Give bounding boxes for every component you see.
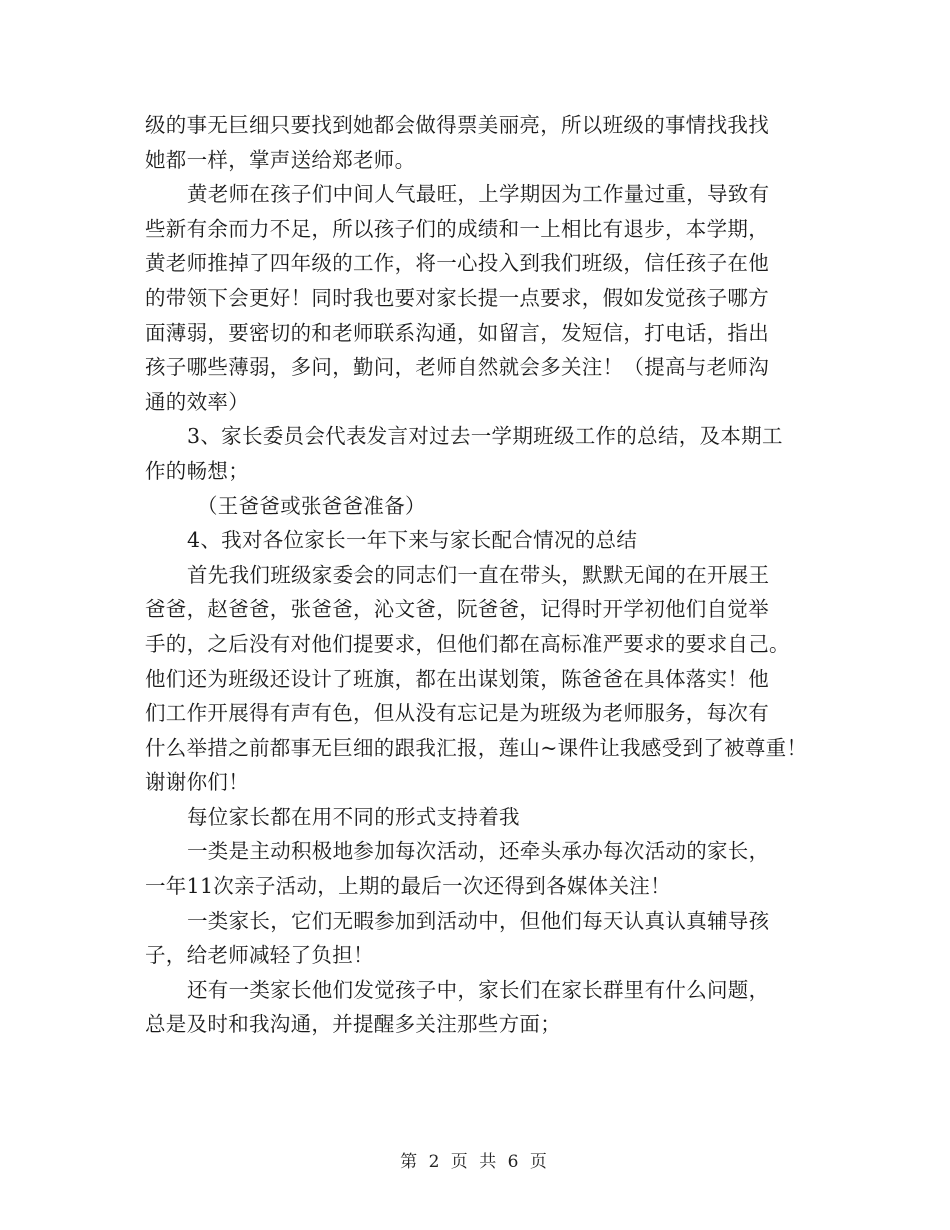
- text-line: 她都一样，掌声送给郑老师。: [145, 147, 416, 172]
- text-line: 他们还为班级还设计了班旗，都在出谋划策，陈爸爸在具体落实！他: [145, 666, 769, 691]
- page-footer: 第 2 页 共 6 页: [400, 1152, 550, 1172]
- text-line: 一类是主动积极地参加每次活动，还牵头承办每次活动的家长，: [187, 839, 770, 864]
- text-line: 面薄弱，要密切的和老师联系沟通，如留言，发短信，打电话，指出: [145, 320, 769, 345]
- text-line: 一类家长，它们无暇参加到活动中，但他们每天认真认真辅导孩: [187, 908, 770, 933]
- text-line: 级的事无巨细只要找到她都会做得票美丽亮，所以班级的事情找我找: [145, 113, 769, 137]
- text-line: 手的，之后没有对他们提要求，但他们都在高标准严要求的要求自己。: [145, 631, 790, 656]
- text-line: 总是及时和我沟通，并提醒多关注那些方面；: [145, 1012, 561, 1037]
- text-line: 4、我对各位家长一年下来与家长配合情况的总结: [187, 528, 638, 553]
- body-text: [145, 108, 815, 1042]
- text-line: 子，给老师减轻了负担！: [145, 943, 374, 968]
- text-line: 黄老师在孩子们中间人气最旺，上学期因为工作量过重，导致有: [187, 182, 770, 207]
- text-line: 爸爸，赵爸爸，张爸爸，沁文爸，阮爸爸，记得时开学初他们自觉举: [145, 597, 769, 622]
- text-line: 黄老师推掉了四年级的工作，将一心投入到我们班级，信任孩子在他: [145, 251, 769, 276]
- text-line: 些新有余而力不足，所以孩子们的成绩和一上相比有退步，本学期，: [145, 216, 769, 241]
- text-line: 还有一类家长他们发觉孩子中，家长们在家长群里有什么问题，: [187, 977, 770, 1002]
- text-line: 一年11次亲子活动，上期的最后一次还得到各媒体关注！: [145, 874, 671, 899]
- text-line: 们工作开展得有声有色，但从没有忘记是为班级为老师服务，每次有: [145, 701, 769, 726]
- text-line: 通的效率）: [145, 389, 249, 414]
- text-line: 首先我们班级家委会的同志们一直在带头，默默无闻的在开展王: [187, 562, 770, 587]
- text-line: 每位家长都在用不同的形式支持着我: [187, 804, 520, 829]
- text-line: 的带领下会更好！同时我也要对家长提一点要求，假如发觉孩子哪方: [145, 285, 769, 310]
- text-line: 孩子哪些薄弱，多问，勤问，老师自然就会多关注！（提高与老师沟: [145, 355, 769, 380]
- text-line: （王爸爸或张爸爸准备）: [197, 493, 426, 518]
- text-line: 作的畅想；: [145, 458, 249, 483]
- text-line: 什么举措之前都事无巨细的跟我汇报，莲山~课件让我感受到了被尊重！: [145, 735, 808, 760]
- text-line: 3、家长委员会代表发言对过去一学期班级工作的总结，及本期工: [187, 424, 783, 449]
- text-line: 谢谢你们！: [145, 770, 249, 795]
